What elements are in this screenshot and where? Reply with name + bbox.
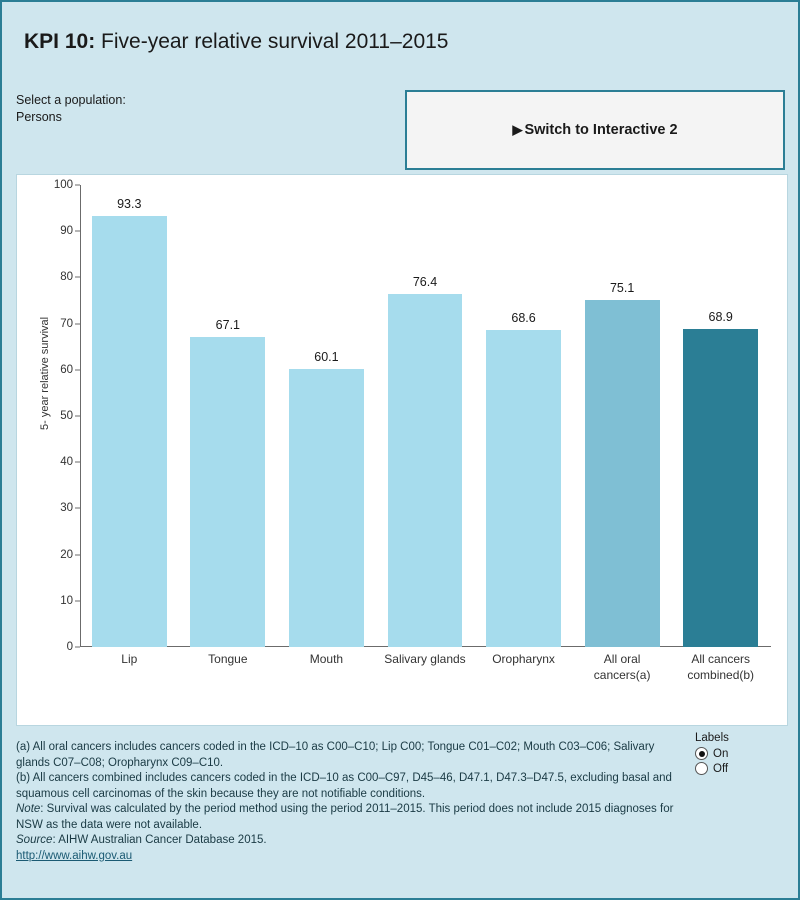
x-axis-tick-label [474, 651, 573, 667]
bar[interactable] [486, 330, 561, 647]
play-arrow-icon: ▶ [512, 122, 523, 137]
y-axis-label: 5- year relative survival [39, 316, 51, 430]
x-axis-tick-line: Tongue [208, 652, 248, 666]
bar-slot [376, 185, 475, 647]
switch-to-interactive-2-button[interactable] [405, 90, 785, 170]
bar[interactable] [388, 294, 463, 647]
bar-series [80, 185, 770, 647]
x-axis-tick-line: All cancers [691, 652, 751, 666]
x-axis-tick-label [376, 651, 475, 667]
y-axis-tick-label: 40 [60, 456, 73, 469]
bar-value-label: 67.1 [215, 318, 241, 332]
bar-value-label: 75.1 [609, 281, 635, 296]
y-axis-tick-label: 10 [60, 594, 73, 607]
note-label: Note [16, 803, 41, 815]
y-axis-tick-label: 0 [66, 641, 73, 653]
y-axis-tick-label: 80 [60, 271, 73, 284]
page-title [24, 30, 449, 54]
x-axis-tick-line: combined(b) [687, 668, 755, 682]
footnote-a: (a) All oral cancers includes cancers coded in the ICD–10 as C00–C10; Lip C00; Tongue C01–C02; Mouth C03–C06; Salivary glands C07–C08; Oropharynx C09–C10. [16, 741, 655, 769]
footnotes [16, 740, 676, 864]
y-axis-tick-label: 20 [60, 548, 73, 561]
y-axis-tick-label: 100 [53, 179, 73, 191]
labels-radio-off[interactable] [695, 762, 785, 775]
y-axis-tick-label: 70 [60, 317, 73, 330]
bar-value-label: 60.1 [314, 350, 339, 365]
x-axis-tick-label [671, 651, 770, 683]
chart-panel [16, 174, 788, 726]
footnote-source [16, 833, 676, 849]
x-axis-tick-label [277, 651, 376, 667]
population-select-value[interactable]: Persons [16, 110, 62, 124]
x-axis-tick-line: All oral [603, 652, 641, 666]
source-label: Source [16, 834, 53, 846]
bar[interactable] [585, 300, 660, 647]
bar-slot [80, 185, 179, 647]
bar-value-label: 68.6 [511, 311, 536, 326]
footnote-b: (b) All cancers combined includes cancers coded in the ICD–10 as C00–C97, D45–46, D47.1, D47.3–D47.5, excluding basal and squamous cell carcinomas of the skin because they are not notifiable conditions. [16, 772, 672, 800]
bar-slot [573, 185, 672, 647]
x-axis-tick-line: Lip [121, 652, 138, 666]
y-axis-tick-label: 90 [60, 225, 73, 238]
x-axis-tick-label [573, 651, 672, 683]
y-axis-tick-label: 50 [60, 410, 73, 422]
note-text: : Survival was calculated by the period method using the period 2011–2015. This period does not include 2015 diagnoses for NSW as the data were not available. [16, 803, 674, 831]
bar[interactable] [683, 329, 758, 647]
population-select-label: Select a population: [16, 93, 126, 107]
y-axis-tick-label: 30 [60, 502, 73, 515]
labels-control [695, 732, 785, 777]
bar-slot [179, 185, 278, 647]
bar-value-label: 93.3 [117, 196, 142, 211]
x-axis-tick-line: Mouth [309, 652, 344, 666]
labels-control-title: Labels [695, 732, 729, 744]
x-axis-tick-line: Salivary glands [384, 652, 466, 666]
bar-value-label: 68.9 [708, 309, 733, 324]
radio-on-icon[interactable] [695, 747, 708, 760]
source-url[interactable] [16, 849, 676, 865]
bar-value-label: 76.4 [412, 275, 438, 290]
footnote-note [16, 802, 676, 833]
source-text: : AIHW Australian Cancer Database 2015. [52, 834, 267, 846]
radio-off-icon[interactable] [695, 762, 708, 775]
x-axis-tick-label [179, 651, 278, 667]
source-url-link[interactable]: http://www.aihw.gov.au [16, 849, 133, 862]
labels-on-label: On [713, 747, 729, 760]
bar-slot [671, 185, 770, 647]
page-title-rest: Five-year relative survival 2011–2015 [95, 30, 449, 53]
bar-slot [277, 185, 376, 647]
x-axis-tick-line: Oropharynx [492, 652, 555, 666]
bar[interactable] [190, 337, 265, 647]
y-axis-tick-label: 60 [60, 363, 73, 376]
bar[interactable] [92, 216, 167, 647]
x-axis-tick-label [80, 651, 179, 667]
bar-slot [474, 185, 573, 647]
page-title-kpi: KPI 10: [24, 30, 96, 53]
switch-button-label: Switch to Interactive 2 [524, 122, 678, 138]
x-axis-tick-line: cancers(a) [593, 668, 651, 682]
bar[interactable] [289, 369, 364, 647]
labels-radio-on[interactable] [695, 747, 785, 760]
labels-off-label: Off [713, 762, 729, 775]
